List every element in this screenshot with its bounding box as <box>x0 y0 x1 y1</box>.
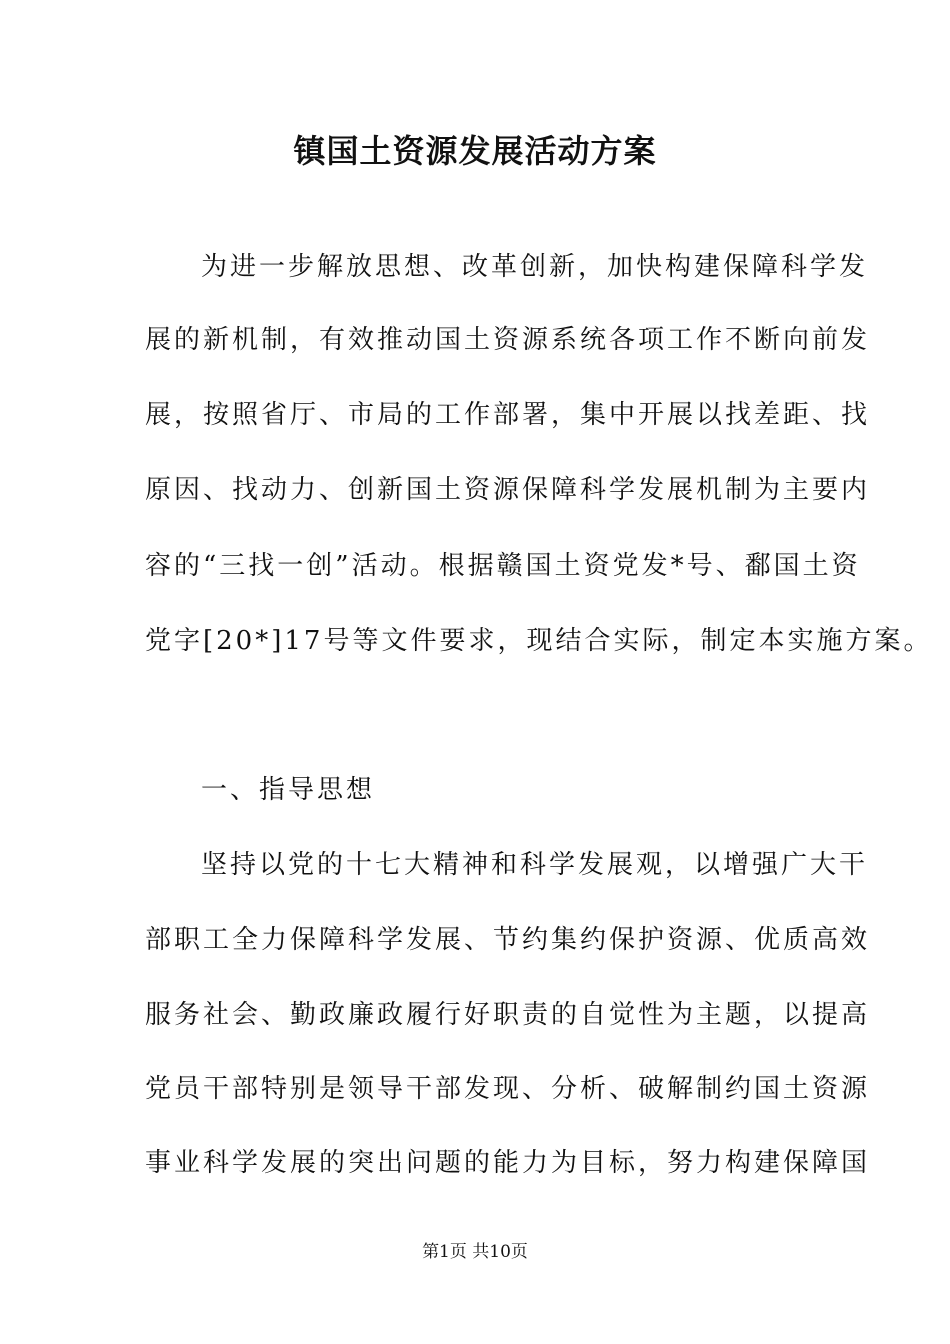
section-line: 坚持以党的十七大精神和科学发展观，以增强广大干 <box>201 850 869 880</box>
intro-line: 容的“三找一创”活动。根据赣国土资党发*号、鄱国土资 <box>145 551 861 581</box>
page-footer: 第1页 共10页 <box>422 1242 528 1262</box>
intro-line: 党字[20*]17号等文件要求，现结合实际，制定本实施方案。 <box>145 626 933 656</box>
section-heading: 一、指导思想 <box>201 775 376 805</box>
section-line: 服务社会、勤政廉政履行好职责的自觉性为主题，以提高 <box>145 1000 871 1030</box>
intro-line: 展的新机制，有效推动国土资源系统各项工作不断向前发 <box>145 325 871 355</box>
intro-line: 原因、找动力、创新国土资源保障科学发展机制为主要内 <box>145 475 871 505</box>
document-title: 镇国土资源发展活动方案 <box>293 132 657 170</box>
section-line: 事业科学发展的突出问题的能力为目标，努力构建保障国 <box>145 1148 871 1178</box>
section-line: 党员干部特别是领导干部发现、分析、破解制约国土资源 <box>145 1074 871 1104</box>
intro-line: 展，按照省厅、市局的工作部署，集中开展以找差距、找 <box>145 400 871 430</box>
section-line: 部职工全力保障科学发展、节约集约保护资源、优质高效 <box>145 925 871 955</box>
intro-line: 为进一步解放思想、改革创新，加快构建保障科学发 <box>201 252 869 282</box>
